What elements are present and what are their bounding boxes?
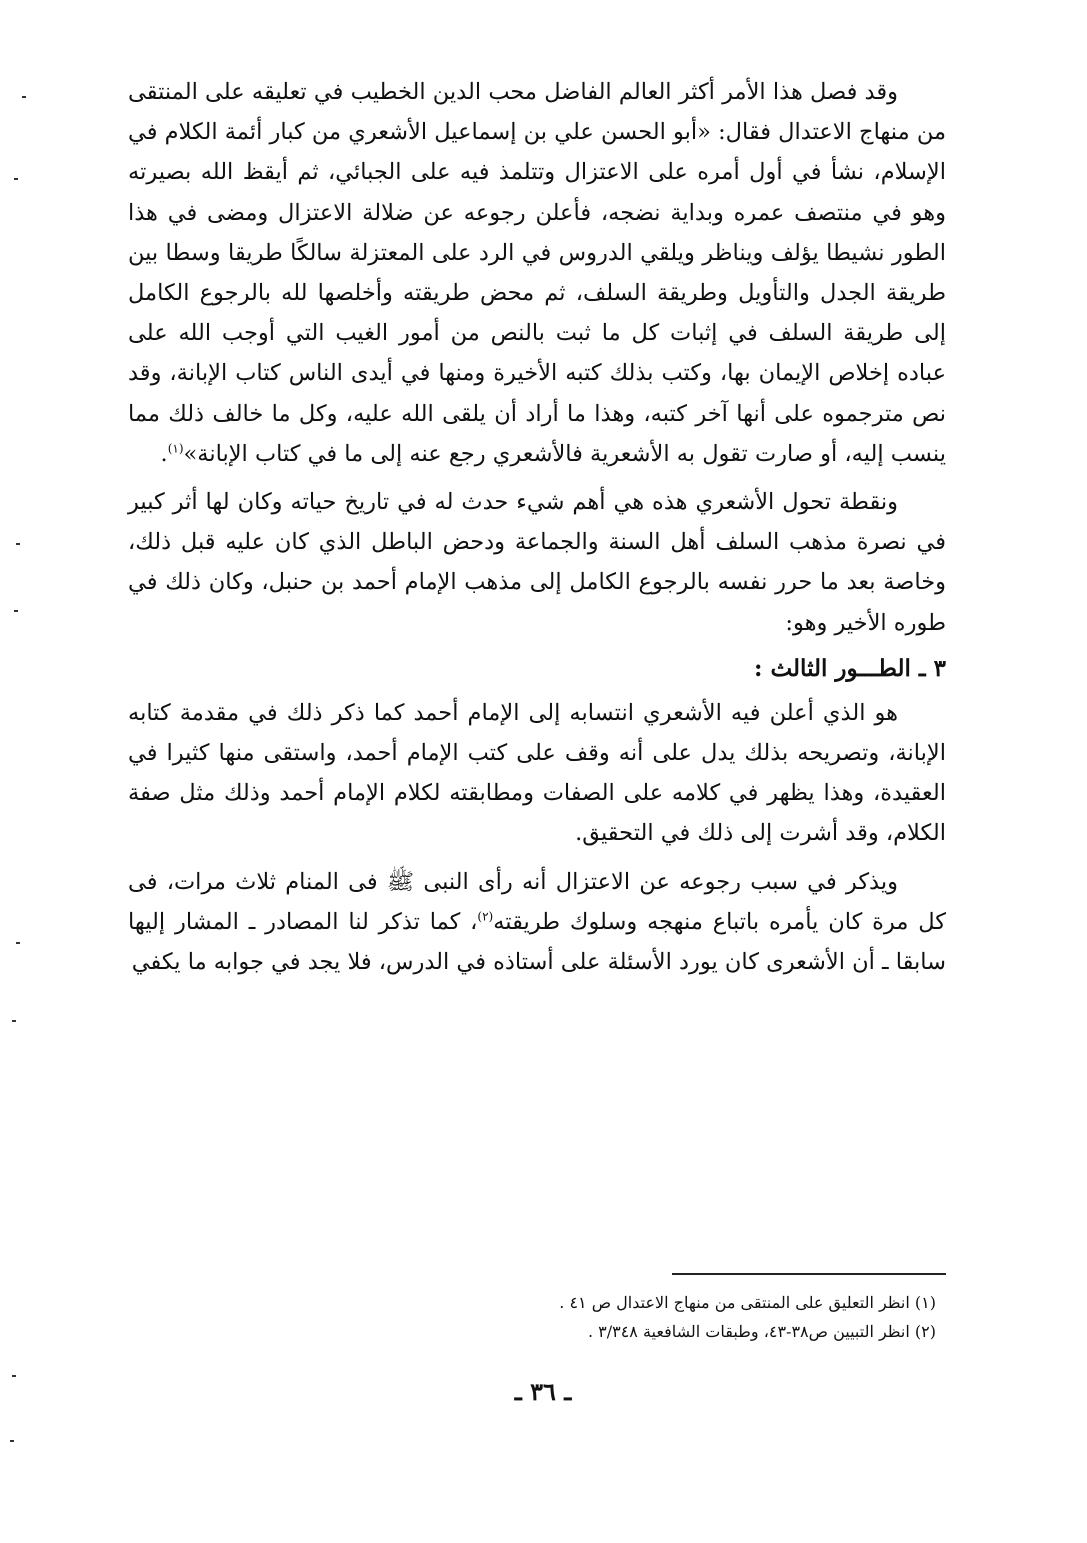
paragraph-third-stage: هو الذي أعلن فيه الأشعري انتسابه إلى الإمام أحمد كما ذكر ذلك في مقدمة كتابه الإبانة، وتصريحه بذلك يدل على أنه وقف على كتب الإمام أحمد، واستقى منها كثيرا في العقيدة، وهذا يظهر في كلامه على الصفات ومطابقته لكلام الإمام أحمد وذلك مثل صفة الكلام، وقد أشرت إلى ذلك في التحقيق. [128, 699, 946, 847]
scan-speck [22, 96, 26, 98]
scan-speck [16, 543, 20, 545]
scan-speck [14, 178, 18, 180]
scan-speck [12, 1375, 16, 1377]
footnote-ref-1[interactable]: (١) [167, 441, 184, 456]
paragraph-reason-for-return: ويذكر في سبب رجوعه عن الاعتزال أنه رأى النبى ﷺ فى المنام ثلاث مرات، فى كل مرة كان يأمره باتباع منهجه وسلوك طريقته$^{(٢)}$، كما تذكر لنا المصادر ـ المشار إليها سابقا ـ أن الأشعرى كان يورد الأسئلة على أستاذه في الدرس، فلا يجد في جوابه ما يكفي [128, 868, 946, 976]
scan-speck [14, 610, 18, 612]
footnote-2: (٢) انظر التبيين ص٣٨-٤٣، وطبقات الشافعية ٣/٣٤٨ . [587, 1322, 936, 1341]
scan-speck [10, 1440, 14, 1442]
page-number: ـ ٣٦ ـ [514, 1377, 572, 1406]
footnotes-block [300, 1288, 936, 1346]
scan-speck [12, 1020, 16, 1022]
main-text-block [128, 72, 946, 982]
footnote-ref-2[interactable]: (٢) [477, 909, 494, 924]
footnote-1: (١) انظر التعليق على المنتقى من منهاج الاعتدال ص ٤١ . [559, 1293, 936, 1312]
scan-speck [16, 942, 20, 944]
paragraph-muhib-al-din-quote: وقد فصل هذا الأمر أكثر العالم الفاضل محب الدين الخطيب في تعليقه على المنتقى من منهاج الاعتدال فقال: «أبو الحسن علي بن إسماعيل الأشعري من كبار أئمة الكلام في الإسلام، نشأ في أول أمره على الاعتزال وتتلمذ فيه على الجبائي، ثم أيقظ الله بصيرته وهو في منتصف عمره وبداية نضجه، فأعلن رجوعه عن ضلالة الاعتزال ومضى في هذا الطور نشيطا يؤلف ويناظر ويلقي الدروس في الرد على المعتزلة سالكًا طريقا وسطا بين طريقة الجدل والتأويل وطريقة السلف، ثم محض طريقته وأخلصها لله بالرجوع الكامل إلى طريقة السلف في إثبات كل ما ثبت بالنص من أمور الغيب التي أوجب الله على عباده إخلاص الإيمان بها، وكتب بذلك كتبه الأخيرة ومنها في أيدى الناس كتاب الإبانة، وقد نص مترجموه على أنها آخر كتبه، وهذا ما أراد أن يلقى الله عليه، وكل ما خالف ذلك مما ينسب إليه، أو صارت تقول به الأشعرية فالأشعري رجع عنه إلى ما في كتاب الإبانة»$^{(١)}$. [128, 79, 946, 467]
footnote-divider [672, 1273, 946, 1275]
paragraph-turning-point: ونقطة تحول الأشعري هذه هي أهم شيء حدث له في تاريخ حياته وكان لها أثر كبير في نصرة مذهب السلف أهل السنة والجماعة ودحض الباطل الذي كان عليه قبل ذلك، وخاصة بعد ما حرر نفسه بالرجوع الكامل إلى مذهب الإمام أحمد بن حنبل، وكان ذلك في طوره الأخير وهو: [128, 489, 946, 636]
section-heading-third-stage: ٣ ـ الطـــور الثالث : [753, 654, 946, 682]
